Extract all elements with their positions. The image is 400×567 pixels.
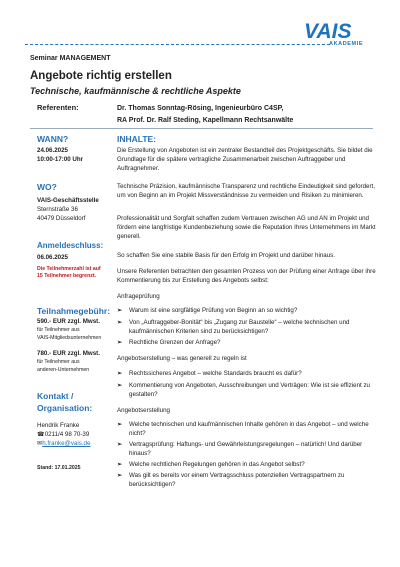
list-item bbox=[117, 318, 375, 336]
arrow-bullet-icon: ➢ bbox=[117, 441, 123, 448]
section-divider bbox=[30, 128, 373, 129]
price-other-line-3: anderen-Unternehmen bbox=[37, 367, 90, 373]
intro-paragraph: Die Erstellung von Angeboten ist ein zentraler Bestandteil des Projektgeschäfts. Sie bildet die Grundlage für die spätere vertragliche Zusammenarbeit zwischen Auftraggeber und Auftragnehmer. bbox=[117, 147, 373, 172]
venue bbox=[37, 196, 99, 223]
list-item-text: Kommentierung von Angeboten, Ausschreibungen und Verträgen: Wie ist sie effizient zu gestalten? bbox=[129, 382, 371, 398]
paragraph-5: Unsere Referenten betrachten den gesamten Prozess von der Prüfung einer Anfrage über ihre Kommentierung bis zur Erstellung des Angebots selbst: bbox=[117, 268, 376, 284]
paragraph-4: So schaffen Sie eine stabile Basis für den Erfolg im Projekt und darüber hinaus. bbox=[117, 252, 335, 259]
seminar-label: Seminar MANAGEMENT bbox=[30, 55, 111, 62]
event-time: 10:00-17:00 Uhr bbox=[37, 156, 84, 163]
stand-date: Stand: 17.01.2025 bbox=[37, 465, 81, 471]
list-item bbox=[117, 420, 375, 438]
contact-name: Hendrik Franke bbox=[37, 422, 80, 429]
referent-2: RA Prof. Dr. Ralf Steding, Kapellmann Rechtsanwälte bbox=[117, 117, 294, 124]
price-member-amount: 590.- EUR zzgl. Mwst. bbox=[37, 318, 100, 325]
list-item bbox=[117, 306, 375, 315]
section-generell-heading: Angebotserstellung – was generell zu regeln ist bbox=[117, 355, 247, 362]
list-item-text: Vertragsprüfung: Haftungs- und Gewährleistungsregelungen – natürlich! Und darüber hinaus? bbox=[129, 441, 363, 457]
arrow-bullet-icon: ➢ bbox=[117, 319, 123, 326]
kontakt-heading-line-1: Kontakt / bbox=[37, 391, 74, 401]
gebuehr-heading: Teilnahmegebühr: bbox=[37, 306, 111, 316]
section-anfragepruefung-heading: Anfrageprüfung bbox=[117, 293, 160, 300]
limit-line-2: 15 Teilnehmer begrenzt. bbox=[37, 273, 96, 279]
referenten-names bbox=[117, 103, 293, 127]
arrow-bullet-icon: ➢ bbox=[117, 307, 123, 314]
kontakt-heading-line-2: Organisation: bbox=[37, 403, 93, 413]
list-item-text: Welche rechtlichen Regelungen gehören in das Angebot selbst? bbox=[129, 461, 305, 468]
contact-email-row bbox=[37, 439, 90, 448]
price-member-line-2: für Teilnehmer aus bbox=[37, 327, 80, 333]
referent-1: Dr. Thomas Sonntag-Rösing, Ingenieurbüro C4SP, bbox=[117, 105, 284, 112]
email-icon: ✉ bbox=[37, 440, 43, 447]
price-member-line-3: VAIS-Mitgliedsunternehmen bbox=[37, 335, 102, 341]
list-item-text: Rechtssicheres Angebot – welche Standards braucht es dafür? bbox=[129, 370, 302, 377]
participant-limit-note bbox=[37, 266, 101, 280]
list-item-text: Rechtliche Grenzen der Anfrage? bbox=[129, 339, 221, 346]
arrow-bullet-icon: ➢ bbox=[117, 421, 123, 428]
referenten-label: Referenten: bbox=[37, 103, 79, 112]
list-item bbox=[117, 369, 375, 378]
list-item-text: Warum ist eine sorgfältige Prüfung von Beginn an so wichtig? bbox=[129, 307, 298, 314]
arrow-bullet-icon: ➢ bbox=[117, 339, 123, 346]
list-item bbox=[117, 471, 375, 489]
contact-phone: ☎0211/4 98 70-39 bbox=[37, 431, 90, 438]
page-title: Angebote richtig erstellen bbox=[30, 70, 172, 82]
kontakt-heading bbox=[37, 390, 92, 414]
price-other bbox=[37, 350, 100, 374]
page-subtitle: Technische, kaufmännische & rechtliche Aspekte bbox=[30, 86, 241, 96]
paragraph-3: Professionalität und Sorgfalt schaffen zudem Vertrauen zwischen AG und AN im Projekt und fördern eine langfristige Kundenbeziehung sowie die Reputation Ihres Unternehmens im Markt generell. bbox=[117, 215, 376, 240]
vais-logo bbox=[304, 20, 370, 50]
anmeldeschluss-heading: Anmeldeschluss: bbox=[37, 241, 104, 250]
event-date: 24.06.2025 bbox=[37, 147, 68, 154]
list-item bbox=[117, 381, 375, 399]
arrow-bullet-icon: ➢ bbox=[117, 472, 123, 479]
price-other-amount: 780.- EUR zzgl. Mwst. bbox=[37, 350, 100, 357]
paragraph-2: Technische Präzision, kaufmännische Transparenz und rechtliche Eindeutigkeit sind gefordert, um von Beginn an im Projekt Missverständnisse zu vermeiden und Risiken zu minimieren. bbox=[117, 183, 375, 199]
limit-line-1: Die Teilnehmerzahl ist auf bbox=[37, 266, 101, 272]
logo-subtitle: AKADEMIE bbox=[329, 41, 364, 47]
price-other-line-2: für Teilnehmer aus bbox=[37, 359, 80, 365]
wo-heading: WO? bbox=[37, 182, 57, 192]
section-angebotserstellung-heading: Angebotserstellung bbox=[117, 407, 170, 414]
price-member bbox=[37, 318, 101, 342]
wann-heading: WANN? bbox=[37, 134, 69, 144]
contact-email-link[interactable]: h.franke@vais.de bbox=[42, 440, 91, 447]
header-divider bbox=[25, 44, 330, 45]
inhalte-heading: INHALTE: bbox=[117, 134, 157, 144]
venue-name: VAIS-Geschäftsstelle bbox=[37, 197, 99, 204]
arrow-bullet-icon: ➢ bbox=[117, 370, 123, 377]
list-item bbox=[117, 460, 375, 469]
list-item-text: Von „Auftraggeber-Bonität“ bis „Zugang zur Baustelle“ – welche technischen und kaufmännischen Kriterien sind zu berücksichtigen? bbox=[129, 319, 350, 335]
date-time bbox=[37, 146, 83, 164]
list-item bbox=[117, 338, 375, 347]
arrow-bullet-icon: ➢ bbox=[117, 382, 123, 389]
list-item-text: Was gilt es bereits vor einem Vertragsschluss potenziellen Vertragspartnern zu berücksichtigen? bbox=[129, 472, 345, 488]
arrow-bullet-icon: ➢ bbox=[117, 461, 123, 468]
list-item bbox=[117, 440, 375, 458]
venue-city: 40479 Düsseldorf bbox=[37, 215, 86, 222]
anmeldeschluss-date: 06.06.2025 bbox=[37, 254, 68, 261]
list-item-text: Welche technischen und kaufmännischen Inhalte gehören in das Angebot – und welche nicht? bbox=[129, 421, 369, 437]
contact-details bbox=[37, 421, 90, 448]
venue-street: Sternstraße 36 bbox=[37, 206, 78, 213]
vais-logo-mark bbox=[304, 20, 370, 42]
logo-text: VAIS bbox=[304, 20, 352, 42]
